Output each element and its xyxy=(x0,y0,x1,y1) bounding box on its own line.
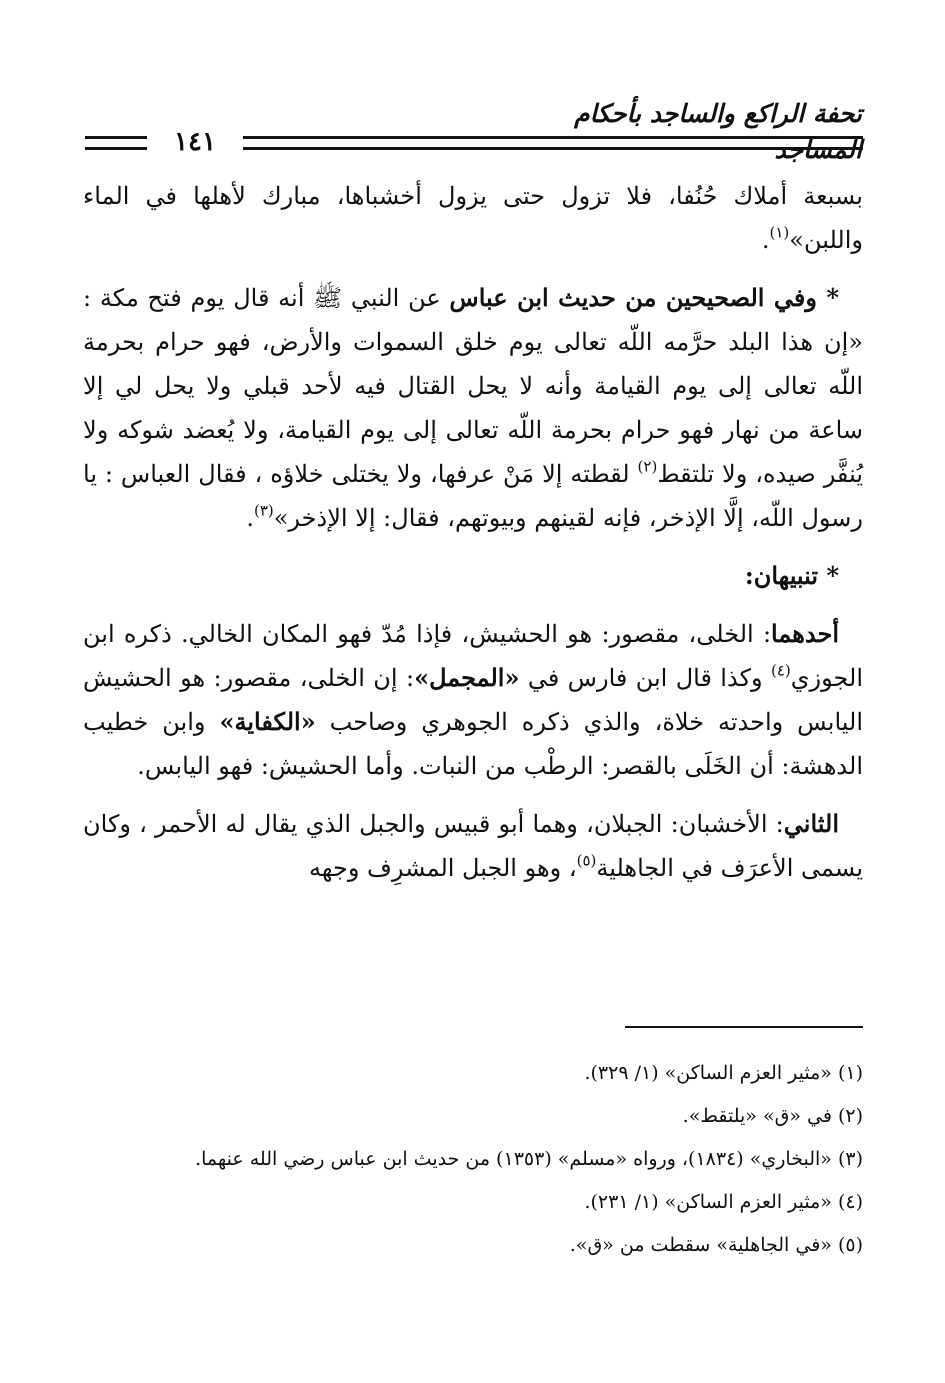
footnote-separator xyxy=(625,1026,863,1028)
footnote-4: (٤) «مثير العزم الساكن» (١/ ٢٣١). xyxy=(584,1191,863,1213)
footnote-ref-4: (٤) xyxy=(770,661,791,680)
running-header-title: تحفة الراكع والساجد بأحكام المساجد xyxy=(574,99,862,164)
footnote-ref-2: (٢) xyxy=(637,457,658,476)
page-number: ١٤١ xyxy=(174,127,216,157)
section-heading-text: * تنبيهان: xyxy=(744,561,839,590)
footnote-ref-1: (١) xyxy=(769,223,790,242)
paragraph-1-end: . xyxy=(761,226,770,254)
paragraph-2-text-b: لقطته إلا مَنْ عرفها، ولا يختلى خلاؤه ، فقال العباس : يا رسول اللّه، إلَّا الإذخر، فإنه لقينهم وبيوتهم، فقال: إلا الإذخر» xyxy=(83,460,863,532)
paragraph-3-lead: أحدهما xyxy=(771,619,839,648)
section-heading xyxy=(83,554,863,598)
footnote-ref-5: (٥) xyxy=(576,851,597,870)
footnote-1: (١) «مثير العزم الساكن» (١/ ٣٢٩). xyxy=(584,1062,863,1084)
paragraph-3-text-b: وكذا قال ابن فارس في xyxy=(519,664,771,692)
paragraph-1 xyxy=(83,174,863,262)
footnote-2: (٢) في «ق» «يلتقط». xyxy=(682,1105,863,1127)
paragraph-4-text-a: : الأخشبان: الجبلان، وهما أبو قبيس والجبل الذي يقال له الأحمر ، وكان يسمى الأعرَف في الجاهلية xyxy=(83,810,863,882)
book-title-alkifaya: «الكفاية» xyxy=(219,707,316,736)
header-rule-left xyxy=(85,136,147,150)
paragraph-3-text-a: : الخلى، مقصور: هو الحشيش، فإذا مُدّ فهو المكان الخالي. ذكره ابن الجوزي xyxy=(83,620,863,692)
paragraph-2 xyxy=(83,276,863,540)
paragraph-2-end: . xyxy=(246,504,254,532)
paragraph-4-text-b: ، وهو الجبل المشرِف وجهه xyxy=(309,854,577,882)
header-rule-right xyxy=(243,136,863,150)
paragraph-2-text-a: عن النبي ﷺ أنه قال يوم فتح مكة : «إن هذا البلد حرَّمه اللّه تعالى يوم خلق السموات والأرض، فهو حرام بحرمة اللّه تعالى إلى يوم القيامة وأنه لا يحل القتال فيه لأحد قبلي ولا يحل لي إلا ساعة من نهار فهو حرام بحرمة اللّه تعالى إلى يوم القيامة، ولا يُعضد شوكه ولا يُنفَّر صيده، ولا تلتقط xyxy=(83,284,863,488)
paragraph-3-text-d: وابن خطيب الدهشة: أن الخَلَى بالقصر: الرطْب من النبات. وأما الحشيش: فهو اليابس. xyxy=(83,708,863,780)
paragraph-1-text: بسبعة أملاك حُنُفا، فلا تزول حتى يزول أخشباها، مبارك لأهلها في الماء واللبن» xyxy=(83,182,863,254)
footnotes xyxy=(83,1052,863,1267)
paragraph-3-text-c: : إن الخلى، مقصور: هو الحشيش اليابس واحدته خلاة، والذي ذكره الجوهري وصاحب xyxy=(83,664,863,736)
paragraph-4 xyxy=(83,802,863,890)
main-text xyxy=(83,174,863,890)
footnote-3: (٣) «البخاري» (١٨٣٤)، ورواه «مسلم» (١٣٥٣) من حديث ابن عباس رضي الله عنهما. xyxy=(195,1148,863,1170)
footnote-ref-3: (٣) xyxy=(253,501,274,520)
footnote-5: (٥) «في الجاهلية» سقطت من «ق». xyxy=(569,1234,863,1256)
paragraph-4-lead: الثاني xyxy=(783,809,839,838)
paragraph-3 xyxy=(83,612,863,788)
book-title-almujmal: «المجمل» xyxy=(414,663,520,692)
paragraph-2-lead: * وفي الصحيحين من حديث ابن عباس xyxy=(449,283,840,312)
